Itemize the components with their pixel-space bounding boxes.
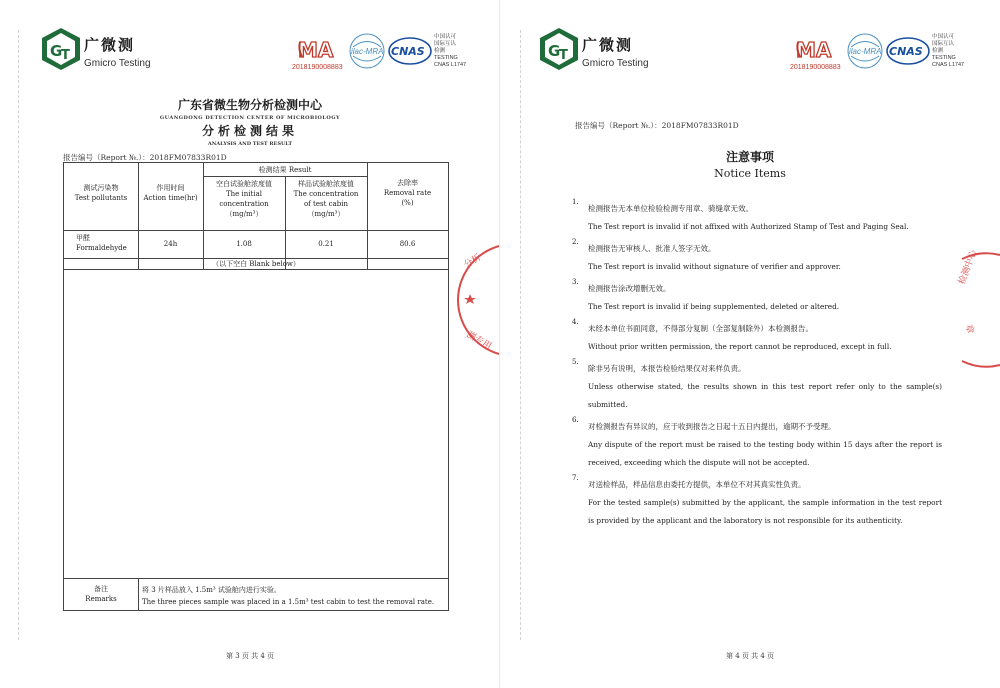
notice-item (572, 240, 942, 276)
page-footer: 第 3 页 共 4 页 (225, 652, 275, 660)
svg-text:MA: MA (298, 38, 334, 62)
svg-text:T: T (559, 48, 568, 63)
svg-text:分析: 分析 (462, 252, 484, 271)
notice-item (572, 200, 942, 236)
cnas-mark-icon (388, 36, 432, 66)
report-number: 报告编号（Report №.）：2018FM07833R01D (575, 121, 739, 130)
remarks-text-cn: 将 3 片样品放入 1.5m³ 试验舱内进行实验。 (142, 586, 281, 594)
page-footer: 第 4 页 共 4 页 (725, 652, 775, 660)
remarks-label: 备注 Remarks (85, 585, 117, 603)
cell-pollutant: 甲醛 Formaldehyde (76, 234, 127, 252)
remarks-text (142, 584, 434, 608)
cnas-accreditation-text: 中国认可 国际互认 检测 TESTING CNAS L1747 (434, 34, 467, 68)
paging-seal-stamp-icon (957, 248, 1000, 365)
brand-name-en: Gmicro Testing (582, 58, 649, 69)
svg-text:章: 章 (963, 323, 975, 335)
accreditation-marks (790, 32, 994, 82)
header-result-group: 检测结果 Result (258, 166, 312, 174)
result-table (63, 162, 449, 611)
svg-text:ilac-MRA: ilac-MRA (849, 47, 882, 56)
svg-text:CNAS: CNAS (889, 45, 923, 58)
gmicro-logo (536, 26, 686, 76)
ilac-mra-icon (348, 32, 386, 70)
notice-item (572, 280, 942, 316)
blank-below-note: （以下空白 Blank below） (212, 260, 300, 268)
header-sample-concentration: 样品试验舱浓度值 The concentration of test cabin （mg/m³） (293, 180, 359, 218)
accreditation-marks (292, 32, 496, 82)
cell-blank-concentration: 1.08 (236, 240, 252, 248)
notice-text-en: The Test report is invalid if being supplemented, deleted or altered. (588, 302, 840, 311)
gmicro-logo-icon (38, 26, 84, 72)
cell-sample-concentration: 0.21 (318, 240, 334, 248)
svg-text:T: T (61, 48, 70, 63)
brand-name-en: Gmicro Testing (84, 58, 151, 69)
notice-text-cn: 对送检样品，样品信息由委托方提供，本单位不对其真实性负责。 (588, 480, 806, 489)
svg-text:G: G (548, 42, 561, 60)
notice-text-cn: 检测报告无本单位检验检测专用章、骑缝章无效。 (588, 204, 753, 213)
gmicro-logo (38, 26, 188, 76)
svg-text:ilac-MRA: ilac-MRA (351, 47, 384, 56)
notice-number: 6. (572, 416, 579, 424)
notice-text-cn: 对检测报告有异议的，应于收到报告之日起十五日内提出，逾期不予受理。 (588, 422, 836, 431)
notice-text-cn: 检测报告涂改增删无效。 (588, 284, 671, 293)
notice-text-cn: 除非另有说明，本报告检验结果仅对来样负责。 (588, 364, 746, 373)
cma-number: 2018190008883 (292, 64, 343, 71)
report-page-4 (500, 0, 1000, 688)
notice-number: 1. (572, 198, 579, 206)
page-title-cn: 分析检测结果 (201, 124, 298, 138)
notice-number: 7. (572, 474, 579, 482)
cnas-mark-icon (886, 36, 930, 66)
notice-text-en: Without prior written permission, the report cannot be reproduced, except in full. (588, 342, 892, 351)
cma-number: 2018190008883 (790, 64, 841, 71)
notice-title-cn: 注意事项 (725, 150, 774, 164)
cell-action-time: 24h (163, 240, 178, 248)
cma-mark-icon (296, 36, 346, 62)
header-blank-concentration: 空白试验舱浓度值 The initial concentration （mg/m³） (216, 180, 272, 218)
notice-number: 4. (572, 318, 579, 326)
notice-item (572, 418, 942, 472)
paging-seal-stamp-icon (452, 240, 500, 360)
cell-removal-rate: 80.6 (399, 240, 416, 248)
header-removal-rate: 去除率 Removal rate (%) (383, 179, 432, 207)
brand-name-cn: 广微测 (84, 36, 136, 54)
gmicro-logo-icon (536, 26, 582, 72)
notice-item (572, 320, 942, 356)
notice-text-en: The Test report is invalid if not affixed with Authorized Stamp of Test and Paging Seal. (588, 222, 909, 231)
org-name-cn: 广东省微生物分析检测中心 (177, 98, 322, 112)
header-pollutant: 测试污染物 Test pollutants (74, 184, 128, 202)
notice-number: 3. (572, 278, 579, 286)
svg-text:测专用: 测专用 (464, 329, 493, 353)
ilac-mra-icon (846, 32, 884, 70)
remarks-text-en: The three pieces sample was placed in a 1.5m³ test cabin to test the removal rate. (142, 598, 435, 606)
page-title-en: ANALYSIS AND TEST RESULT (207, 141, 293, 147)
svg-text:CNAS: CNAS (391, 45, 425, 58)
svg-text:G: G (50, 42, 63, 60)
notice-item (572, 360, 942, 414)
svg-text:检测中心: 检测中心 (957, 248, 980, 287)
notice-text-en: The Test report is invalid without signature of verifier and approver. (588, 262, 841, 271)
notice-item (572, 476, 942, 530)
notice-text-en: Any dispute of the report must be raised to the testing body within 15 days after the report is received, exceeding which the dispute will not be accepted. (588, 440, 942, 467)
header-action-time: 作用时间 Action time(hr) (143, 184, 198, 202)
svg-text:MA: MA (796, 38, 832, 62)
report-number: 报告编号（Report №.）：2018FM07833R01D (63, 153, 227, 162)
notice-text-en: Unless otherwise stated, the results shown in this test report refer only to the sample(s) submitted. (588, 382, 942, 409)
binding-margin-line (520, 30, 521, 640)
notice-text-cn: 检测报告无审核人、批准人签字无效。 (588, 244, 716, 253)
org-name-en: GUANGDONG DETECTION CENTER OF MICROBIOLOGY (159, 115, 341, 121)
notice-number: 5. (572, 358, 579, 366)
notice-number: 2. (572, 238, 579, 246)
notice-title-en: Notice Items (714, 167, 786, 180)
notice-list (572, 200, 942, 534)
notice-text-cn: 未经本单位书面同意，不得部分复制（全部复制除外）本检测报告。 (588, 324, 813, 333)
cnas-accreditation-text: 中国认可 国际互认 检测 TESTING CNAS L1747 (932, 34, 965, 68)
notice-text-en: For the tested sample(s) submitted by the applicant, the sample information in the test report is provided by the applicant and the laboratory is not responsible for its authenticity. (588, 498, 942, 525)
brand-name-cn: 广微测 (582, 36, 634, 54)
cma-mark-icon (794, 36, 844, 62)
